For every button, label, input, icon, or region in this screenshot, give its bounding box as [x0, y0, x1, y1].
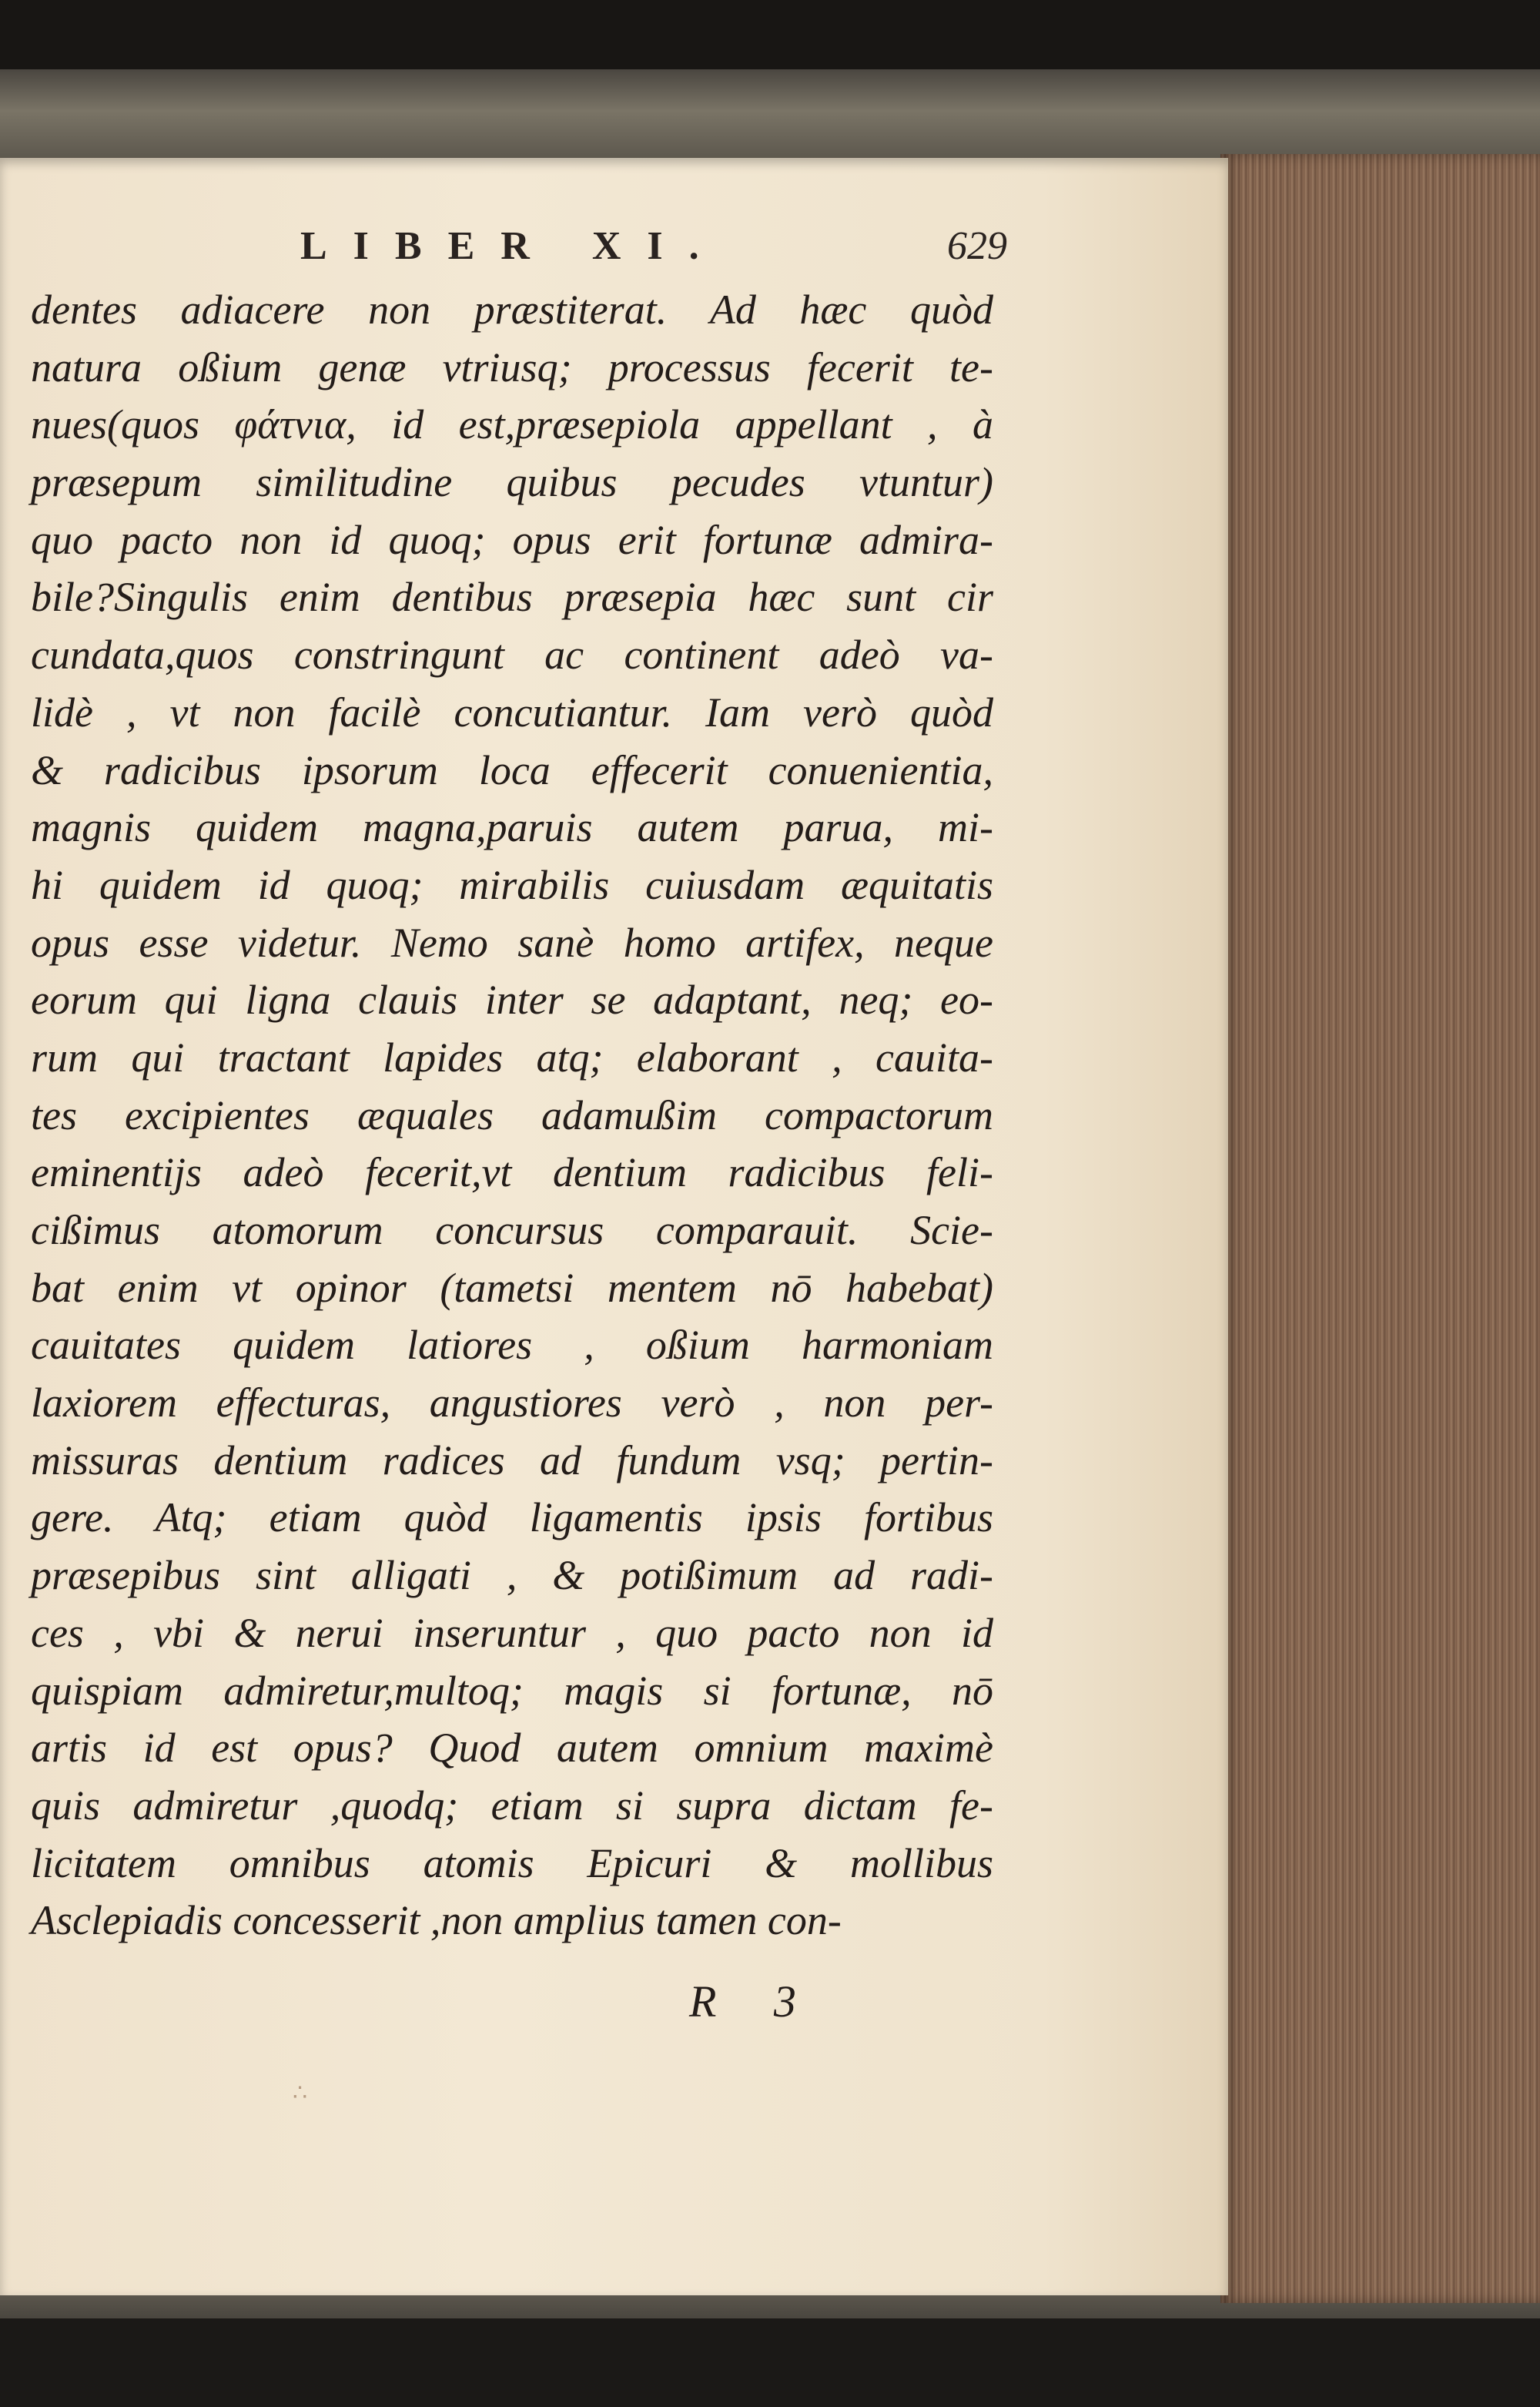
text-line: præsepum similitudine quibus pecudes vtuntur) — [31, 459, 993, 506]
text-line: eminentijs adeò fecerit,vt dentium radicibus feli- — [31, 1149, 993, 1196]
text-line: lidè , vt non facilè concutiantur. Iam verò quòd — [31, 689, 993, 736]
text-line: rum qui tractant lapides atq; elaborant , cauita- — [31, 1034, 993, 1081]
signature-mark: R 3 — [689, 1976, 796, 2027]
text-line: licitatem omnibus atomis Epicuri & mollibus — [31, 1839, 993, 1886]
text-line: quo pacto non id quoq; opus erit fortunæ admira- — [31, 516, 993, 563]
text-line: gere. Atq; etiam quòd ligamentis ipsis fortibus — [31, 1494, 993, 1541]
text-line: cauitates quidem latiores , oßium harmoniam — [31, 1322, 993, 1369]
text-line: missuras dentium radices ad fundum vsq; pertin- — [31, 1436, 993, 1483]
text-line: magnis quidem magna,paruis autem parua, mi- — [31, 804, 993, 851]
text-line: nues(quos φάτνια, id est,præsepiola appellant , à — [31, 401, 993, 448]
text-line: cundata,quos constringunt ac continent adeò va- — [31, 632, 993, 679]
text-line: dentes adiacere non præstiterat. Ad hæc quòd — [31, 287, 993, 333]
text-line: artis id est opus? Quod autem omnium maximè — [31, 1725, 993, 1772]
text-line: ces , vbi & nerui inseruntur , quo pacto non id — [31, 1609, 993, 1656]
book-cover-top-edge — [0, 69, 1540, 162]
text-line: bat enim vt opinor (tametsi mentem nō habebat) — [31, 1264, 993, 1311]
body-text — [31, 281, 993, 1949]
text-line: & radicibus ipsorum loca effecerit conuenientia, — [31, 746, 993, 793]
text-line: tes excipientes æquales adamußim compactorum — [31, 1091, 993, 1138]
text-line: laxiorem effecturas, angustiores verò , non per- — [31, 1379, 993, 1426]
text-line: bile?Singulis enim dentibus præsepia hæc sunt cir — [31, 574, 993, 621]
text-line: hi quidem id quoq; mirabilis cuiusdam æquitatis — [31, 861, 993, 908]
page-fore-edge — [1220, 154, 1540, 2303]
page-number: 629 — [947, 224, 1007, 268]
text-line: opus esse videtur. Nemo sanè homo artifex, neque — [31, 919, 993, 966]
paper-specks: ∴ — [293, 2080, 308, 2106]
text-line: præsepibus sint alligati , & potißimum ad radi- — [31, 1552, 993, 1599]
text-line: quis admiretur ,quodq; etiam si supra dictam fe- — [31, 1782, 993, 1829]
running-title: LIBER XI. — [300, 224, 725, 268]
text-line: Asclepiadis concesserit ,non amplius tamen con- — [31, 1897, 842, 1944]
text-line: cißimus atomorum concursus comparauit. Scie- — [31, 1207, 993, 1253]
text-line: natura oßium genæ vtriusq; processus fecerit te- — [31, 344, 993, 391]
text-line: quispiam admiretur,multoq; magis si fortunæ, nō — [31, 1667, 993, 1714]
text-line: eorum qui ligna clauis inter se adaptant, neq; eo- — [31, 977, 993, 1024]
